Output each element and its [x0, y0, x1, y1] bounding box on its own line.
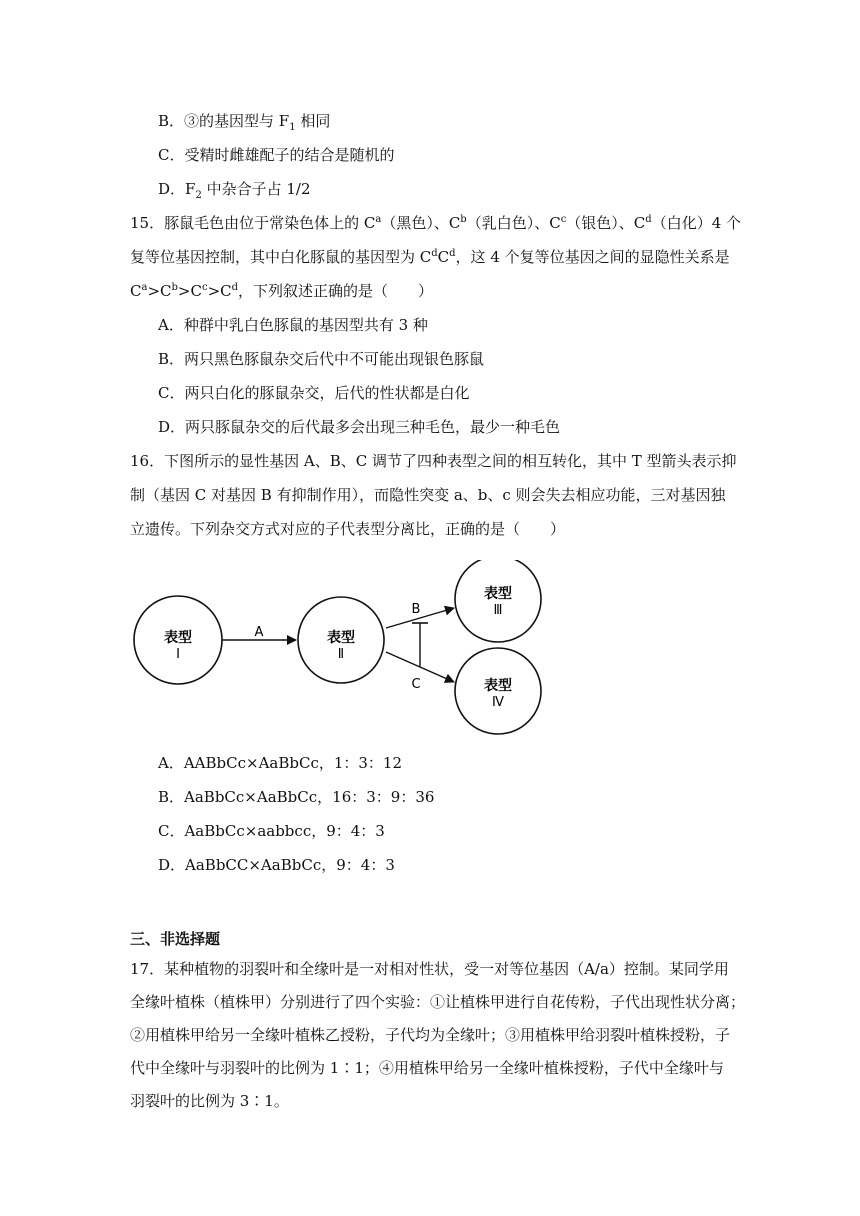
arrow-a-label: A — [254, 625, 264, 640]
section-heading: 三、非选择题 — [130, 930, 221, 948]
node-phenotype-1-title: 表型 — [164, 630, 192, 646]
q15-option-c: C．两只白化的豚鼠杂交，后代的性状都是白化 — [158, 384, 470, 402]
q16-stem-line2: 制（基因 C 对基因 B 有抑制作用），而隐性突变 a、b、c 则会失去相应功能，三对基因独 — [130, 486, 726, 504]
q14-option-d: D．$F_2$ 中杂合子占 1/2 — [158, 180, 311, 201]
q17-line1: 17．某种植物的羽裂叶和全缘叶是一对相对性状，受一对等位基因（A/a）控制。某同学用 — [130, 960, 729, 978]
q14-option-c: C．受精时雌雄配子的结合是随机的 — [158, 146, 395, 164]
node-phenotype-3-num: Ⅲ — [493, 603, 503, 618]
q14-option-b: B．③的基因型与 $F_1$ 相同 — [158, 112, 331, 133]
q16-option-b: B．AaBbCc×AaBbCc，16：3：9：36 — [158, 788, 435, 806]
q15-option-b: B．两只黑色豚鼠杂交后代中不可能出现银色豚鼠 — [158, 350, 485, 368]
node-phenotype-2-num: Ⅱ — [337, 647, 345, 662]
q17-line5: 羽裂叶的比例为 3∶1。 — [130, 1092, 289, 1110]
q15-stem-line1: 15．豚鼠毛色由位于常染色体上的 $C^a$（黑色）、$C^b$（乳白色）、$C^c$（银色）、$C^d$（白化）4 个 — [130, 214, 741, 232]
node-phenotype-4-num: Ⅳ — [492, 695, 504, 710]
q17-line3: ②用植株甲给另一全缘叶植株乙授粉，子代均为全缘叶；③用植株甲给羽裂叶植株授粉，子 — [130, 1026, 731, 1044]
q16-option-c: C．AaBbCc×aabbcc，9：4：3 — [158, 822, 385, 840]
q16-stem-line1: 16．下图所示的显性基因 A、B、C 调节了四种表型之间的相互转化，其中 T 型箭头表示抑 — [130, 452, 737, 470]
q15-option-a: A．种群中乳白色豚鼠的基因型共有 3 种 — [158, 316, 428, 334]
q16-option-a: A．AABbCc×AaBbCc，1：3：12 — [158, 754, 403, 772]
q17-line2: 全缘叶植株（植株甲）分别进行了四个实验：①让植株甲进行自花传粉，子代出现性状分离； — [130, 993, 746, 1011]
node-phenotype-1-num: Ⅰ — [176, 647, 180, 662]
q17-line4: 代中全缘叶与羽裂叶的比例为 1∶1；④用植株甲给另一全缘叶植株授粉，子代中全缘叶与 — [130, 1059, 724, 1077]
node-phenotype-4-title: 表型 — [484, 678, 512, 694]
arrow-b-label: B — [411, 602, 421, 617]
q16-stem-line3: 立遗传。下列杂交方式对应的子代表型分离比，正确的是（ ） — [130, 520, 566, 538]
node-phenotype-3-title: 表型 — [484, 586, 512, 602]
arrow-c-label: C — [411, 677, 421, 692]
q15-option-d: D．两只豚鼠杂交的后代最多会出现三种毛色，最少一种毛色 — [158, 418, 561, 436]
q15-stem-line2: 复等位基因控制，其中白化豚鼠的基因型为 $C^dC^d$，这 4 个复等位基因之间的显隐性关系是 — [130, 248, 730, 266]
q15-stem-line3: $C^a>C^b>C^c>C^d$，下列叙述正确的是（ ） — [130, 282, 434, 300]
q16-option-d: D．AaBbCC×AaBbCc，9：4：3 — [158, 856, 395, 874]
node-phenotype-2-title: 表型 — [327, 630, 355, 646]
phenotype-conversion-diagram — [120, 560, 560, 742]
